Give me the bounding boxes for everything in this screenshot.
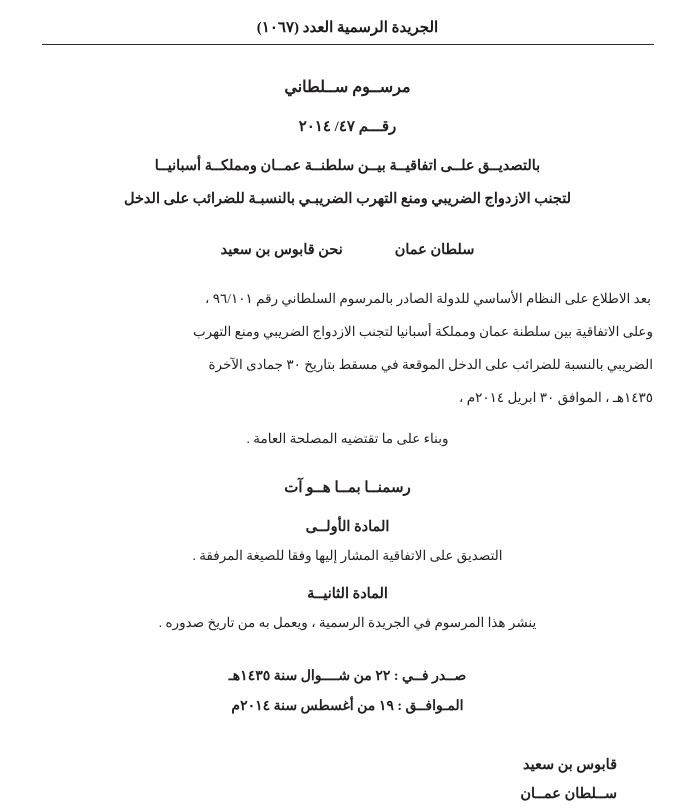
preamble-block [42, 285, 653, 452]
closing-signer-title: ســلطان عمــان [520, 786, 617, 802]
article-heading-2: المادة الثانيــة [307, 586, 388, 602]
decree-number: رقـــم ٤٧/ ٢٠١٤ [298, 119, 397, 135]
article-text-1: التصديق على الاتفاقية المشار إليها وفقا للصيغة المرفقة . [192, 548, 503, 563]
decree-title: مرســوم ســلطاني [284, 79, 411, 96]
signer-row [42, 242, 653, 259]
preamble-line: بعد الاطلاع على النظام الأساسي للدولة الصادر بالمرسوم السلطاني رقم ٩٦/١٠١ ، [204, 291, 651, 306]
preamble-line: وبناء على ما تقتضيه المصلحة العامة . [246, 431, 449, 446]
decree-subject-line-2: لتجنب الازدواج الضريبي ومنع التهرب الضريبـي بالنسبـة للضرائب على الدخل [123, 191, 572, 207]
closing-signature-block [42, 751, 653, 809]
decree-subject-line-1: بالتصديــق علــى اتفاقيــة بيــن سلطنــة عمــان ومملكــة أسبانيــا [154, 158, 541, 174]
article-heading-1: المادة الأولــى [305, 519, 390, 535]
preamble-line: وعلى الاتفاقية بين سلطنة عمان ومملكة أسبانيا لتجنب الازدواج الضريبي ومنع التهرب [192, 324, 653, 339]
signer-title: سلطان عمان [394, 242, 475, 258]
article-text-2: ينشر هذا المرسوم في الجريدة الرسمية ، ويعمل به من تاريخ صدوره . [158, 615, 537, 630]
preamble-line: ١٤٣٥هـ ، الموافق ٣٠ ابريل ٢٠١٤م ، [458, 390, 653, 405]
issued-hijri-date: صــدر فــي : ٢٢ من شــــوال سنة ١٤٣٥هـ [228, 669, 467, 684]
rasamna-heading: رسمنــا بمــا هــو آت [284, 480, 411, 496]
document-content [0, 77, 695, 809]
issued-date-block [42, 663, 653, 721]
preamble-line: الضريبي بالنسبة للضرائب على الدخل الموقعة في مسقط بتاريخ ٣٠ جمادى الآخرة [208, 357, 653, 372]
page-header [0, 0, 695, 51]
gazette-issue-title: الجريدة الرسمية العدد (١٠٦٧) [256, 20, 439, 36]
signer-name: نحن قابوس بن سعيد [220, 242, 343, 258]
header-divider [42, 44, 654, 45]
issued-gregorian-date: المـوافــق : ١٩ من أغسطس سنة ٢٠١٤م [231, 699, 464, 714]
closing-signer-name: قابوس بن سعيد [522, 757, 617, 773]
